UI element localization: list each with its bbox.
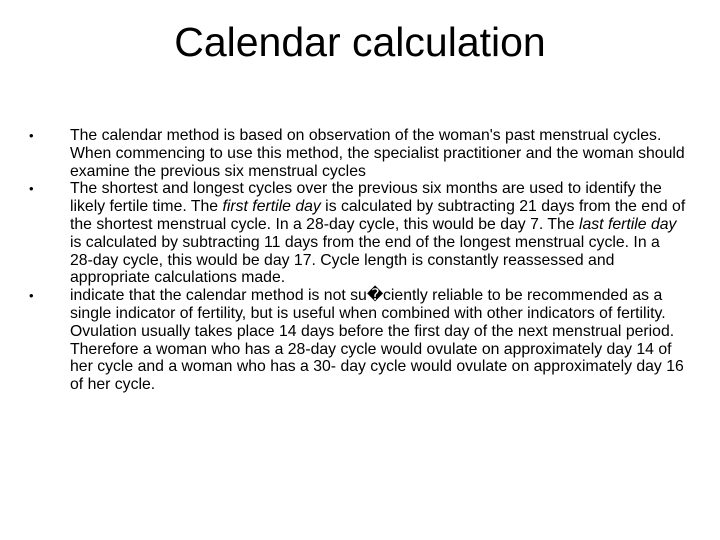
- first-fertile-day-emphasis: first fertile day: [222, 198, 321, 216]
- bullet-text-2-part3: is calculated by subtracting 11 days from the end of the longest menstrual cycle. In a 28-day cycle, this would be day 17. Cycle length is constantly reassessed and appropriate calculations made.: [70, 233, 660, 287]
- bullet-text-2-part2: is calculated by subtracting 21 days from the end of the shortest menstrual cycle. In a 28-day cycle, this would be day 7. The: [70, 198, 686, 233]
- bullet-text-1: The calendar method is based on observation of the woman's past menstrual cycles. When commencing to use this method, the specialist practitioner and the woman should examine the previous six menstrual cycles: [70, 127, 685, 180]
- slide-title: Calendar calculation: [174, 19, 546, 65]
- bullet-item-2: [0, 180, 720, 287]
- last-fertile-day-emphasis: last fertile day: [578, 215, 677, 233]
- bullet-dot-icon: •: [29, 181, 34, 197]
- bullet-list: [0, 127, 720, 394]
- bullet-text-3: indicate that the calendar method is not su�ciently reliable to be recommended as a single indicator of fertility, but is useful when combined with other indicators of fertility. Ovulation usually takes place 14 days before the first day of the next menstrual period. Therefore a woman who has a 28-day cycle would ovulate on approximately day 14 of her cycle and a woman who has a 30- day cycle would ovulate on approximately day 16 of her cycle.: [70, 287, 684, 394]
- bullet-item-1: [0, 127, 720, 180]
- bullet-text-2: [70, 180, 686, 287]
- bullet-dot-icon: •: [29, 128, 34, 143]
- bullet-dot-icon: •: [29, 288, 34, 304]
- bullet-item-3: [0, 287, 720, 394]
- bullet-text-2-part1: The shortest and longest cycles over the previous six months are used to identify the likely fertile time. The: [70, 180, 662, 216]
